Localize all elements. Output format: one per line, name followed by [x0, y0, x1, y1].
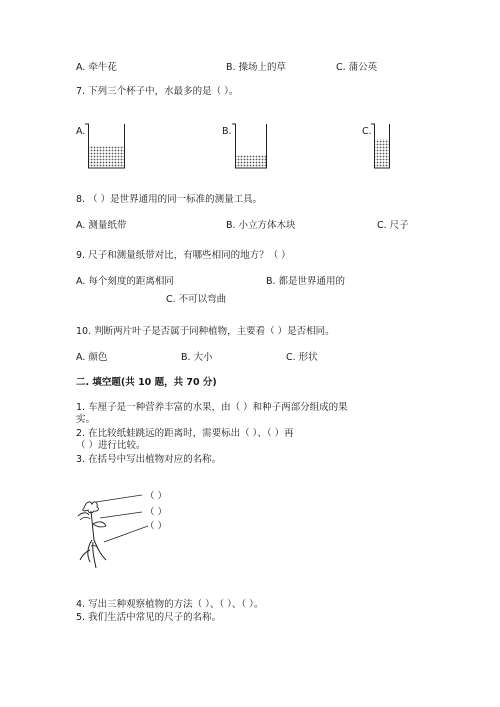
q8-option-b: B. 小立方体木块: [226, 220, 296, 231]
q10-option-c: C. 形状: [286, 352, 318, 363]
fill-1-line1: 1. 车厘子是一种营养丰富的水果，由（ ）和种子两部分组成的果: [76, 402, 348, 413]
fill-1-line2: 实。: [76, 414, 96, 425]
q6-option-a: A. 牵牛花: [76, 62, 117, 73]
q9-option-c: C. 不可以弯曲: [166, 294, 227, 305]
q8-option-c: C. 尺子: [377, 220, 409, 231]
fill-4: 4. 写出三种观察植物的方法（ ）、（ ）、（ ）。: [76, 599, 264, 610]
q10-option-b: B. 大小: [181, 352, 213, 363]
q7-label-a: A.: [76, 126, 86, 137]
q9-question: 9. 尺子和测量纸带对比，有哪些相同的地方？（ ）: [76, 250, 291, 261]
q8-question: 8. （ ）是世界通用的同一标准的测量工具。: [76, 194, 263, 205]
cup-a-image: [84, 119, 128, 171]
q9-option-a: A. 每个刻度的距离相同: [76, 276, 174, 287]
q10-question: 10. 判断两片叶子是否属于同种植物，主要看（ ）是否相同。: [76, 326, 335, 337]
q8-option-a: A. 测量纸带: [76, 220, 127, 231]
plant-blank-2[interactable]: （ ）: [145, 507, 168, 518]
plant-illustration: [70, 490, 150, 572]
q10-option-a: A. 颜色: [76, 352, 108, 363]
fill-5: 5. 我们生活中常见的尺子的名称。: [76, 612, 222, 623]
fill-2-line1: 2. 在比较纸蛙跳远的距离时，需要标出（ ）、（ ）再: [76, 428, 294, 439]
fill-2-line2: （ ）进行比较。: [76, 440, 146, 451]
plant-blank-3[interactable]: （ ）: [145, 521, 168, 532]
q6-option-c: C. 蒲公英: [336, 62, 378, 73]
fill-3: 3. 在括号中写出植物对应的名称。: [76, 454, 222, 465]
q6-option-b: B. 操场上的草: [226, 62, 287, 73]
plant-blank-1[interactable]: （ ）: [145, 491, 168, 502]
cup-b-image: [231, 119, 271, 171]
q7-label-b: B.: [222, 126, 232, 137]
q7-question: 7. 下列三个杯子中，水最多的是（ ）。: [76, 86, 239, 97]
section-title: 二. 填空题(共 10 题，共 70 分): [76, 377, 217, 388]
q7-label-c: C.: [362, 126, 372, 137]
cup-c-image: [370, 119, 396, 171]
q9-option-b: B. 都是世界通用的: [266, 276, 346, 287]
